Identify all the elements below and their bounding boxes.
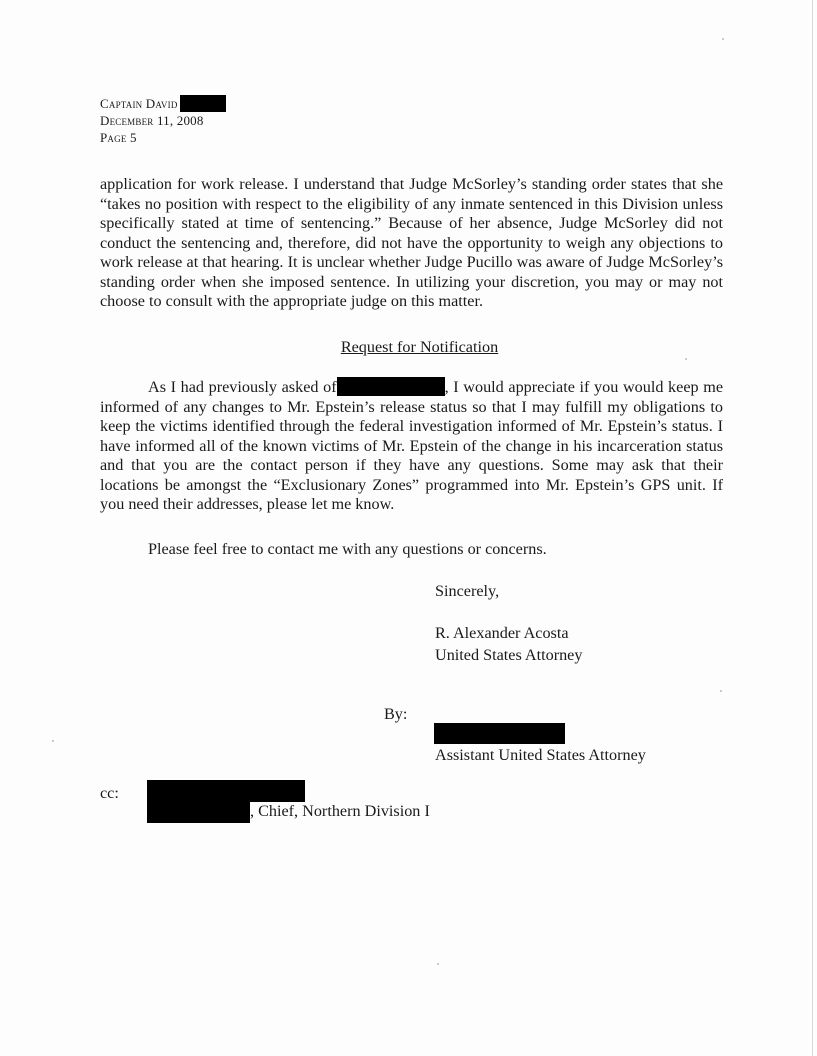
signer-name: R. Alexander Acosta — [435, 624, 569, 642]
cc-recipient-title: , Chief, Northern Division I — [250, 802, 430, 820]
body-paragraph-2 — [100, 377, 723, 515]
header-recipient: Captain David — [100, 96, 178, 111]
redaction-box — [147, 780, 305, 802]
section-heading — [0, 338, 817, 358]
header-page-number: Page 5 — [100, 130, 137, 145]
header-recipient-line — [100, 95, 226, 112]
scan-speck — [52, 740, 54, 742]
letter-header — [100, 95, 226, 146]
redaction-box — [147, 802, 250, 823]
scan-speck — [722, 38, 724, 40]
scan-speck — [720, 690, 722, 692]
section-heading-text: Request for Notification — [340, 338, 499, 356]
by-label: By: — [384, 705, 408, 723]
scan-speck — [685, 358, 687, 360]
scan-speck — [437, 963, 439, 965]
body-paragraph-1: application for work release. I understand that Judge McSorley’s standing order states that she “takes no position with respect to the eligibility of any inmate sentenced in this Division unless specifically stated at time of sentencing.” Because of her absence, Judge McSorley did not conduct the sentencing and, therefore, did not have the opportunity to weigh any objections to work release at that hearing. It is unclear whether Judge Pucillo was aware of Judge McSorley’s standing order when she imposed sentence. In utilizing your discretion, you may or may not choose to consult with the appropriate judge on this matter. — [100, 175, 723, 310]
signer-title: United States Attorney — [435, 646, 583, 664]
page-edge — [812, 0, 813, 1056]
body-paragraph-3: Please feel free to contact me with any questions or concerns. — [148, 540, 547, 558]
cc-label: cc: — [100, 784, 119, 802]
paragraph-2-rest: , I would appreciate if you would keep me informed of any changes to Mr. Epstein’s release status so that I may fulfill my obligations to keep the victims identified through the federal investigation informed of Mr. Epstein’s status. I have informed all of the known victims of Mr. Epstein of the change in his incarceration status and that you are the contact person if they have any questions. Some may ask that their locations be amongst the “Exclusionary Zones” programmed into Mr. Epstein’s GPS unit. If you need their addresses, please let me know. — [100, 378, 724, 513]
redaction-box — [337, 377, 445, 396]
signer-block — [435, 622, 582, 666]
header-date: December 11, 2008 — [100, 113, 204, 128]
closing: Sincerely, — [435, 582, 500, 600]
redaction-box — [434, 723, 565, 744]
redaction-box — [180, 95, 226, 112]
ausa-title: Assistant United States Attorney — [435, 746, 646, 764]
paragraph-2-start: As I had previously asked of — [148, 378, 337, 396]
